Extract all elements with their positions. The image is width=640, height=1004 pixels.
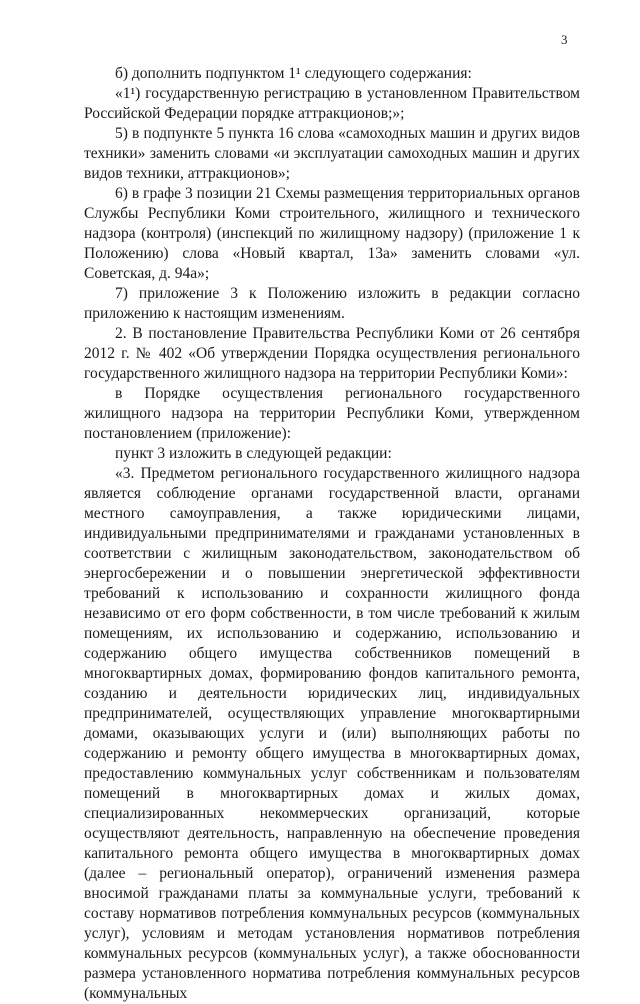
paragraph-point-3-intro: пункт 3 изложить в следующей редакции: <box>115 445 392 462</box>
document-body <box>84 64 580 1004</box>
paragraph-subitem-b: б) дополнить подпунктом 1¹ следующего содержания: <box>115 65 472 82</box>
paragraph-procedure: в Порядке осуществления регионального государственного жилищного надзора на территории Республики Коми, утвержденном постановлением (приложение): <box>84 385 580 442</box>
paragraph-item-5: 5) в подпункте 5 пункта 16 слова «самоходных машин и других видов техники» заменить словами «и эксплуатации самоходных машин и других видов техники, аттракционов»; <box>84 125 580 182</box>
paragraph-item-6: 6) в графе 3 позиции 21 Схемы размещения территориальных органов Службы Республики Коми строительного, жилищного и технического надзора (контроля) (инспекций по жилищному надзору) (приложение 1 к Положению) слова «Новый квартал, 13а» заменить словами «ул. Советская, д. 94а»; <box>84 185 580 282</box>
paragraph-item-7: 7) приложение 3 к Положению изложить в редакции согласно приложению к настоящим изменениям. <box>84 285 580 322</box>
paragraph-section-2: 2. В постановление Правительства Республики Коми от 26 сентября 2012 г. № 402 «Об утверждении Порядка осуществления регионального государственного жилищного надзора на территории Республики Коми»: <box>84 325 580 382</box>
paragraph-point-3-text: «3. Предметом регионального государственного жилищного надзора является соблюдение органами государственной власти, органами местного самоуправления, а также юридическими лицами, индивидуальными предпринимателями и гражданами установленных в соответствии с жилищным законодательством, законодательством об энергосбережении и о повышении энергетической эффективности требований к использованию и сохранности жилищного фонда независимо от его форм собственности, в том числе требований к жилым помещениям, их использованию и содержанию, использованию и содержанию общего имущества собственников помещений в многоквартирных домах, формированию фондов капитального ремонта, созданию и деятельности юридических лиц, индивидуальных предпринимателей, осуществляющих управление многоквартирными домами, оказывающих услуги и (или) выполняющих работы по содержанию и ремонту общего имущества в многоквартирных домах, предоставлению коммунальных услуг собственникам и пользователям помещений в многоквартирных домах и жилых домах, специализированных некоммерческих организаций, которые осуществляют деятельность, направленную на обеспечение проведения капитального ремонта общего имущества в многоквартирных домах (далее – региональный оператор), ограничений изменения размера вносимой гражданами платы за коммунальные услуги, требований к составу нормативов потребления коммунальных ресурсов (коммунальных услуг), условиям и методам установления нормативов потребления коммунальных ресурсов (коммунальных услуг), а также обоснованности размера установленного норматива потребления коммунальных ресурсов (коммунальных <box>84 465 580 1002</box>
paragraph-subitem-1-1: «1¹) государственную регистрацию в установленном Правительством Российской Федерации порядке аттракционов;»; <box>84 85 580 122</box>
page-number: 3 <box>561 32 568 47</box>
